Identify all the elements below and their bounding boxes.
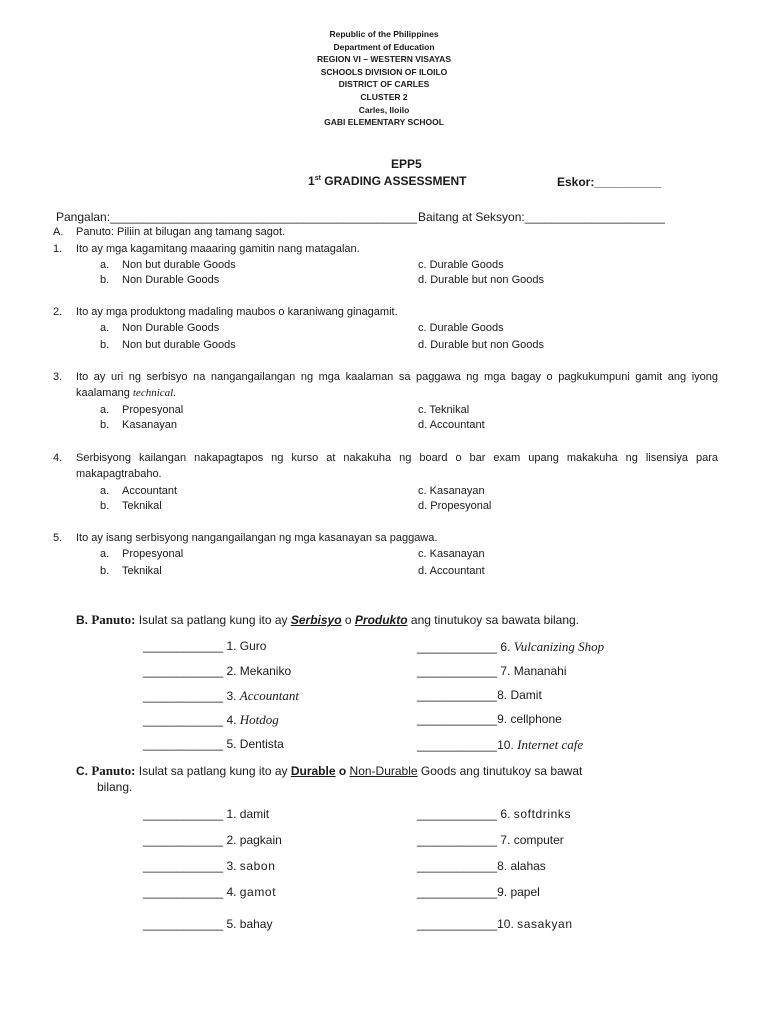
item-text: cellphone <box>510 712 562 726</box>
header-line: DISTRICT OF CARLES <box>338 79 430 90</box>
item-text: papel <box>510 885 540 899</box>
item-text: sabon <box>239 859 276 873</box>
answer-item[interactable] <box>417 859 546 873</box>
choice-c[interactable]: c. Kasanayan <box>418 548 485 560</box>
choice-label: a. <box>100 485 110 497</box>
durable-term: Durable <box>290 764 336 778</box>
answer-blank[interactable]: ____________ <box>417 917 498 931</box>
header-line: Carles, Iloilo <box>358 104 410 115</box>
answer-item[interactable] <box>417 664 567 678</box>
item-number: 7. <box>497 664 514 678</box>
non-durable-term: Non-Durable <box>349 764 418 778</box>
grading-suffix: st <box>314 175 321 182</box>
choice-c[interactable]: c. Durable Goods <box>418 322 504 334</box>
answer-item[interactable] <box>417 688 542 702</box>
item-text: Mekaniko <box>239 664 292 678</box>
instruction-text: Isulat sa patlang kung ito ay <box>135 764 291 778</box>
choice-d[interactable]: d. Accountant <box>418 419 485 431</box>
answer-item[interactable] <box>143 712 279 728</box>
item-number: 9. <box>497 885 511 899</box>
part-b-instruction <box>76 612 579 628</box>
answer-blank[interactable]: ____________ <box>143 885 224 899</box>
part-a-instruction: Panuto: Piliin at bilugan ang tamang sagot. <box>76 226 286 238</box>
answer-item[interactable] <box>143 885 276 899</box>
answer-blank[interactable]: ____________ <box>417 807 498 821</box>
question-text: Ito ay mga produktong madaling maubos o karaniwang ginagamit. <box>76 306 398 318</box>
panuto-label: Panuto: <box>91 612 136 627</box>
choice-b[interactable]: Non Durable Goods <box>122 274 220 286</box>
answer-item[interactable] <box>143 833 282 847</box>
item-text: pagkain <box>239 833 282 847</box>
item-text: gamot <box>239 885 277 899</box>
item-text: Guro <box>239 639 267 653</box>
answer-blank[interactable]: ____________ <box>143 689 224 703</box>
item-text: Dentista <box>239 737 284 751</box>
item-text: Hotdog <box>239 712 279 727</box>
item-text: softdrinks <box>513 807 572 821</box>
question-text-plain: kaalamang <box>76 387 133 399</box>
grading-text: GRADING ASSESSMENT <box>320 174 467 188</box>
choice-d[interactable]: d. Propesyonal <box>418 500 492 512</box>
answer-blank[interactable]: ____________ <box>143 639 224 653</box>
answer-item[interactable] <box>143 807 269 821</box>
item-text: computer <box>513 833 564 847</box>
choice-a[interactable]: Propesyonal <box>122 548 184 560</box>
answer-item[interactable] <box>143 917 272 931</box>
item-number: 7. <box>497 833 514 847</box>
item-text: Accountant <box>239 688 299 703</box>
choice-a[interactable]: Non but durable Goods <box>122 259 236 271</box>
produkto-term: Produkto <box>354 613 408 627</box>
instruction-text: ang tinutukoy sa bawata bilang. <box>407 613 580 627</box>
answer-item[interactable] <box>417 737 583 753</box>
instruction-or: o <box>341 613 355 627</box>
item-text: sasakyan <box>517 917 573 931</box>
answer-blank[interactable]: ____________ <box>143 713 224 727</box>
item-text: Vulcanizing Shop <box>513 639 605 654</box>
panuto-label: Panuto: <box>91 763 136 778</box>
answer-item[interactable] <box>417 885 540 899</box>
item-number: 6. <box>497 640 514 654</box>
part-c-letter: C. <box>76 764 88 778</box>
item-number: 10. <box>497 917 518 931</box>
item-number: 4. <box>226 885 240 899</box>
choice-b[interactable]: Teknikal <box>122 565 162 577</box>
answer-blank[interactable]: ____________ <box>417 712 498 726</box>
choice-b[interactable]: Kasanayan <box>122 419 178 431</box>
answer-item[interactable] <box>417 917 573 931</box>
item-number: 1. <box>226 807 240 821</box>
answer-item[interactable] <box>417 833 564 847</box>
header-line: GABI ELEMENTARY SCHOOL <box>324 117 444 128</box>
choice-label: b. <box>100 339 110 351</box>
question-text-continued: makapagtrabaho. <box>76 468 162 480</box>
answer-item[interactable] <box>417 712 562 726</box>
answer-item[interactable] <box>143 859 275 873</box>
answer-blank[interactable]: ____________ <box>417 833 498 847</box>
answer-item[interactable] <box>143 664 291 678</box>
subject-title: EPP5 <box>391 157 422 171</box>
choice-label: a. <box>100 259 110 271</box>
answer-blank[interactable]: ____________ <box>143 833 224 847</box>
choice-d[interactable]: d. Accountant <box>418 565 485 577</box>
item-number: 8. <box>497 859 511 873</box>
item-number: 6. <box>497 807 514 821</box>
choice-b[interactable]: Non but durable Goods <box>122 339 236 351</box>
question-text: Ito ay mga kagamitang maaaring gamitin nang matagalan. <box>76 243 360 255</box>
answer-item[interactable] <box>143 737 284 751</box>
item-number: 4. <box>226 713 240 727</box>
item-number: 2. <box>226 833 240 847</box>
header-line: Department of Education <box>333 41 435 52</box>
choice-label: a. <box>100 548 110 560</box>
answer-item[interactable] <box>417 639 604 655</box>
grade-section-field[interactable]: Baitang at Seksyon:_____________________ <box>418 210 665 224</box>
answer-blank[interactable]: ____________ <box>417 738 498 752</box>
school-header <box>0 28 768 129</box>
question-text-italic: technical. <box>132 387 176 399</box>
item-number: 9. <box>497 712 511 726</box>
choice-b[interactable]: Teknikal <box>122 500 162 512</box>
part-b-letter: B. <box>76 613 88 627</box>
choice-label: a. <box>100 404 110 416</box>
name-field[interactable]: Pangalan:______________________________________________ <box>56 210 418 224</box>
question-number: 5. <box>53 532 63 544</box>
answer-blank[interactable]: ____________ <box>143 737 224 751</box>
header-line: Republic of the Philippines <box>329 29 439 39</box>
answer-blank[interactable]: ____________ <box>417 885 498 899</box>
question-text-continued <box>76 387 176 399</box>
item-text: Internet cafe <box>517 737 584 752</box>
instruction-text: Goods ang tinutukoy sa bawat <box>417 764 583 778</box>
part-a-letter: A. <box>53 226 64 238</box>
item-number: 10. <box>497 738 518 752</box>
choice-d[interactable]: d. Durable but non Goods <box>418 274 544 286</box>
item-number: 3. <box>226 859 240 873</box>
instruction-text-continued: bilang. <box>97 780 133 794</box>
answer-blank[interactable]: ____________ <box>417 859 498 873</box>
question-number: 1. <box>53 243 63 255</box>
part-c-instruction <box>76 763 582 779</box>
question-number: 4. <box>53 452 63 464</box>
item-number: 8. <box>497 688 511 702</box>
answer-blank[interactable]: ____________ <box>143 917 224 931</box>
answer-blank[interactable]: ____________ <box>143 807 224 821</box>
choice-a[interactable]: Propesyonal <box>122 404 184 416</box>
header-line: SCHOOLS DIVISION OF ILOILO <box>320 66 448 77</box>
choice-label: b. <box>100 419 110 431</box>
answer-item[interactable] <box>143 688 299 704</box>
instruction-or: o <box>335 764 350 778</box>
item-text: Mananahi <box>513 664 567 678</box>
answer-item[interactable] <box>143 639 266 653</box>
item-text: alahas <box>510 859 546 873</box>
header-line: CLUSTER 2 <box>360 91 408 102</box>
choice-label: b. <box>100 565 110 577</box>
score-field[interactable]: Eskor:__________ <box>557 175 662 189</box>
choice-label: a. <box>100 322 110 334</box>
question-text: Serbisyong kailangan nakapagtapos ng kurso at nakakuha ng board o bar exam upang makakuha ng lisensiya para <box>76 452 718 464</box>
choice-label: b. <box>100 500 110 512</box>
item-number: 1. <box>226 639 240 653</box>
instruction-text: Isulat sa patlang kung ito ay <box>135 613 291 627</box>
question-number: 2. <box>53 306 63 318</box>
answer-blank[interactable]: ____________ <box>143 859 224 873</box>
answer-blank[interactable]: ____________ <box>143 664 224 678</box>
grading-title <box>308 174 467 188</box>
answer-blank[interactable]: ____________ <box>417 640 498 654</box>
item-text: bahay <box>239 917 273 931</box>
item-number: 5. <box>226 917 240 931</box>
choice-d[interactable]: d. Durable but non Goods <box>418 339 544 351</box>
question-number: 3. <box>53 371 63 383</box>
answer-blank[interactable]: ____________ <box>417 664 498 678</box>
choice-c[interactable]: c. Teknikal <box>418 404 470 416</box>
serbisyo-term: Serbisyo <box>290 613 342 627</box>
answer-item[interactable] <box>417 807 571 821</box>
choice-a[interactable]: Non Durable Goods <box>122 322 220 334</box>
item-text: damit <box>239 807 270 821</box>
answer-blank[interactable]: ____________ <box>417 688 498 702</box>
choice-a[interactable]: Accountant <box>122 485 178 497</box>
item-number: 2. <box>226 664 240 678</box>
question-text: Ito ay isang serbisyong nangangailangan ng mga kasanayan sa paggawa. <box>76 532 438 544</box>
choice-c[interactable]: c. Kasanayan <box>418 485 485 497</box>
item-text: Damit <box>510 688 542 702</box>
question-text: Ito ay uri ng serbisyo na nangangailangan ng mga kaalaman sa paggawa ng mga bagay o pagkukumpuni gamit ang iyong <box>76 371 718 383</box>
grading-number: 1 <box>308 174 315 188</box>
item-number: 5. <box>226 737 240 751</box>
choice-c[interactable]: c. Durable Goods <box>418 259 504 271</box>
header-line: REGION VI – WESTERN VISAYAS <box>317 54 451 65</box>
item-number: 3. <box>226 689 240 703</box>
choice-label: b. <box>100 274 110 286</box>
